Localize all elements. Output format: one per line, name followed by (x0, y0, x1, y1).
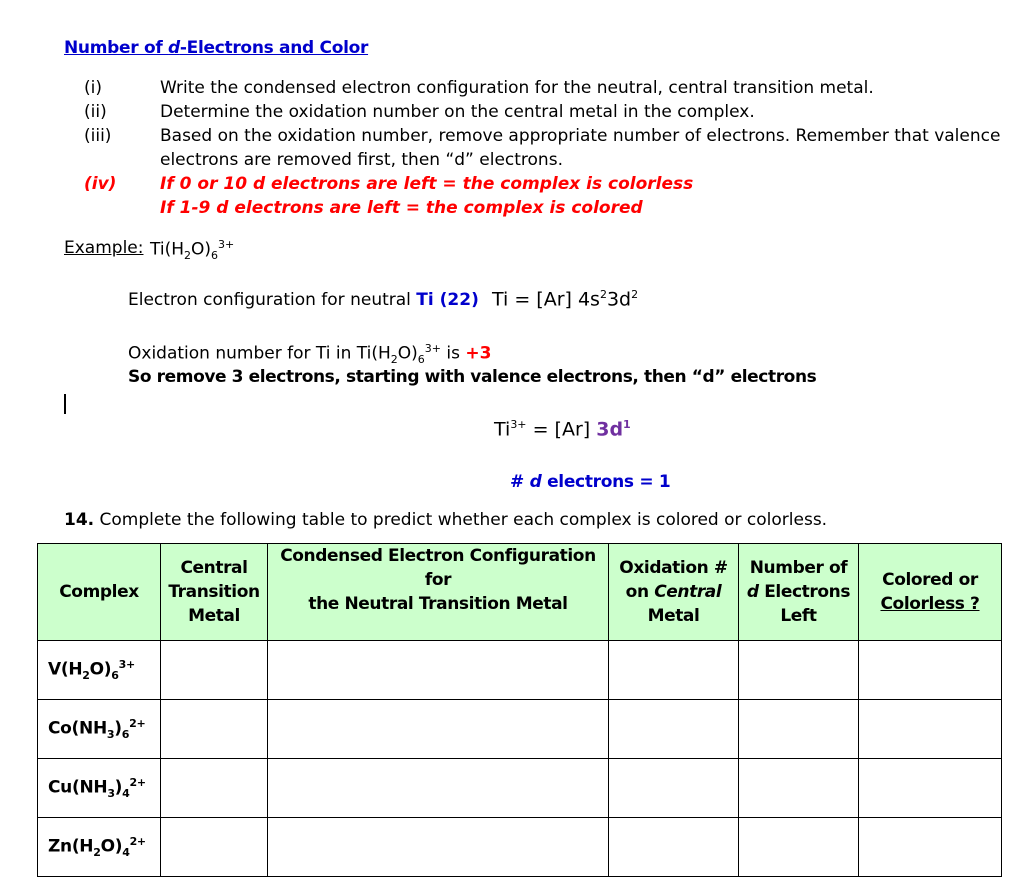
table-row (38, 641, 1002, 700)
step-number: (iv) (84, 174, 117, 194)
complex-cell: $Cu(NH_3)_4^{2+}$ (38, 759, 161, 818)
oxidation-cell[interactable] (609, 641, 739, 700)
d-electrons-cell[interactable] (739, 641, 859, 700)
central-metal-cell[interactable] (161, 700, 268, 759)
colored-cell[interactable] (859, 641, 1002, 700)
title-suffix: -Electrons and Color (179, 38, 369, 58)
electron-config-value: Ti = [Ar] $4s^23d^2$ (492, 288, 639, 311)
colored-cell[interactable] (859, 700, 1002, 759)
d-orbital: 3d (596, 418, 624, 441)
table-header-row (38, 544, 1002, 641)
remove-electrons-line: So remove 3 electrons, starting with valence electrons, then “d” electrons (128, 367, 817, 387)
header-num-d-electrons: Number of d Electrons Left (739, 544, 859, 641)
central-metal-cell[interactable] (161, 818, 268, 877)
prediction-table (37, 543, 1002, 877)
complex-cell: $V(H_2O)_6^{3+}$ (38, 641, 161, 700)
colored-rule: If 1-9 d electrons are left = the complex is colored (160, 198, 643, 218)
header-central-metal: Central Transition Metal (161, 544, 268, 641)
example-label: Example: (64, 238, 144, 258)
d-electrons-cell[interactable] (739, 759, 859, 818)
electron-config-cell[interactable] (268, 759, 609, 818)
complex-cell: $Zn(H_2O)_4^{2+}$ (38, 818, 161, 877)
table-row (38, 818, 1002, 877)
colored-cell[interactable] (859, 759, 1002, 818)
step-text: Write the condensed electron configuration for the neutral, central transition metal. (160, 78, 874, 98)
d-electron-count: # d electrons = 1 (510, 472, 671, 492)
header-colored: Colored or Colorless ? (859, 544, 1002, 641)
ion-configuration: $Ti^{3+} = [Ar]$ $3d^1$ (494, 418, 631, 441)
step-text: electrons are removed first, then “d” electrons. (160, 150, 563, 170)
colored-cell[interactable] (859, 818, 1002, 877)
text-cursor (64, 394, 66, 414)
title-d: d (168, 38, 180, 58)
step-number: (i) (84, 78, 102, 98)
colorless-rule: If 0 or 10 d electrons are left = the complex is colorless (160, 174, 694, 194)
title-prefix: Number of (64, 38, 169, 58)
page-title (64, 38, 368, 58)
oxidation-value: +3 (465, 343, 492, 364)
complex-cell: $Co(NH_3)_6^{2+}$ (38, 700, 161, 759)
oxidation-cell[interactable] (609, 818, 739, 877)
oxidation-cell[interactable] (609, 759, 739, 818)
example-formula: $Ti(H_2O)_6^{3+}$ (150, 238, 235, 263)
electron-config-cell[interactable] (268, 700, 609, 759)
header-oxidation: Oxidation # on Central Metal (609, 544, 739, 641)
header-electron-config: Condensed Electron Configuration for the Neutral Transition Metal (268, 544, 609, 641)
table-row (38, 759, 1002, 818)
step-text: Based on the oxidation number, remove appropriate number of electrons. Remember that valence (160, 126, 1001, 146)
step-number: (iii) (84, 126, 112, 146)
table-row (38, 700, 1002, 759)
oxidation-cell[interactable] (609, 700, 739, 759)
d-electrons-cell[interactable] (739, 700, 859, 759)
question-14: 14. Complete the following table to predict whether each complex is colored or colorless. (64, 510, 828, 530)
oxidation-line: Oxidation number for Ti in $Ti(H_2O)_6^{3+}$ is +3 (128, 342, 492, 367)
step-text: Determine the oxidation number on the central metal in the complex. (160, 102, 755, 122)
central-metal-cell[interactable] (161, 759, 268, 818)
step-number: (ii) (84, 102, 107, 122)
electron-config-cell[interactable] (268, 641, 609, 700)
header-complex: Complex (38, 544, 161, 641)
d-electrons-cell[interactable] (739, 818, 859, 877)
electron-config-cell[interactable] (268, 818, 609, 877)
element-label: Ti (22) (416, 290, 479, 310)
central-metal-cell[interactable] (161, 641, 268, 700)
electron-config-line: Electron configuration for neutral Ti (22) (128, 290, 479, 310)
